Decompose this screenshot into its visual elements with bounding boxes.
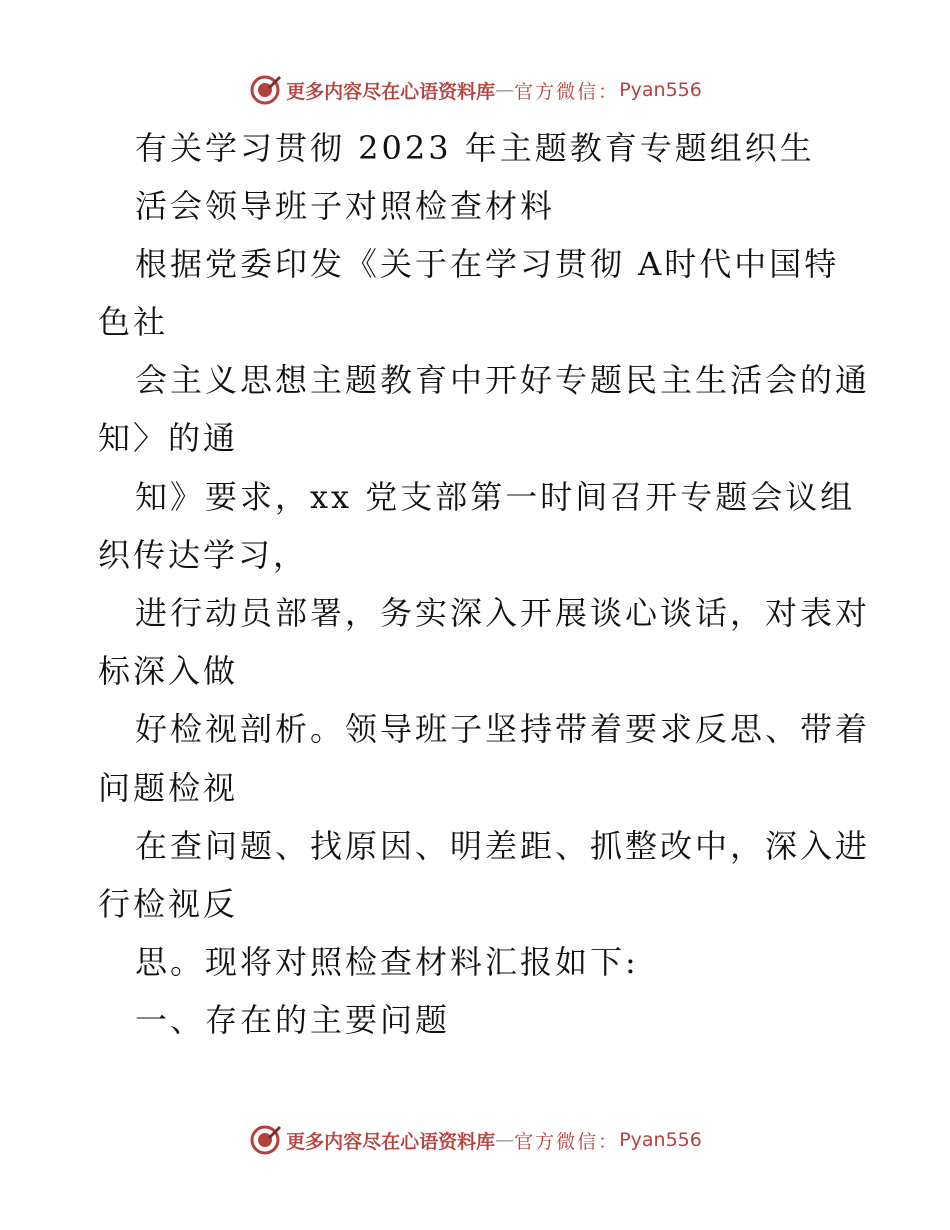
watermark-separator: — [495, 1129, 515, 1151]
paragraph-line: 好检视剖析。领导班子坚持带着要求反思、带着 [135, 710, 871, 748]
header-watermark [0, 70, 950, 110]
watermark-separator: — [495, 79, 515, 101]
paragraph-line: 织传达学习， [98, 536, 309, 574]
watermark-wechat-id: Pyan556 [619, 79, 702, 101]
watermark-wechat-label: 官方微信： [514, 80, 620, 103]
paragraph-line: 知〉的通 [98, 419, 239, 457]
section-heading: 一、存在的主要问题 [135, 1001, 451, 1039]
title-line-1: 有关学习贯彻 2023 年主题教育专题组织生 [135, 129, 815, 167]
paragraph-line: 进行动员部署，务实深入开展谈心谈话，对表对 [135, 594, 871, 632]
title-line-2: 活会领导班子对照检查材料 [135, 187, 556, 225]
paragraph-line: 问题检视 [98, 769, 239, 807]
pen-seal-icon [248, 1123, 282, 1157]
watermark-wechat-label: 官方微信： [514, 1130, 620, 1153]
paragraph-line: 行检视反 [98, 885, 239, 923]
watermark-main-text: 更多内容尽在心语资料库 [286, 1130, 496, 1153]
pen-seal-icon [248, 73, 282, 107]
paragraph-line: 标深入做 [98, 652, 239, 690]
paragraph-line: 在查问题、找原因、明差距、抓整改中，深入进 [135, 827, 871, 865]
paragraph-line: 会主义思想主题教育中开好专题民主生活会的通 [135, 361, 871, 399]
paragraph-line: 根据党委印发《关于在学习贯彻 A时代中国特 [135, 245, 840, 283]
paragraph-line: 知》要求，xx 党支部第一时间召开专题会议组 [135, 478, 856, 516]
footer-watermark [0, 1120, 950, 1160]
paragraph-line: 色社 [98, 303, 169, 341]
watermark-main-text: 更多内容尽在心语资料库 [286, 80, 496, 103]
paragraph-line: 思。现将对照检查材料汇报如下: [135, 943, 639, 981]
watermark-wechat-id: Pyan556 [619, 1129, 702, 1151]
